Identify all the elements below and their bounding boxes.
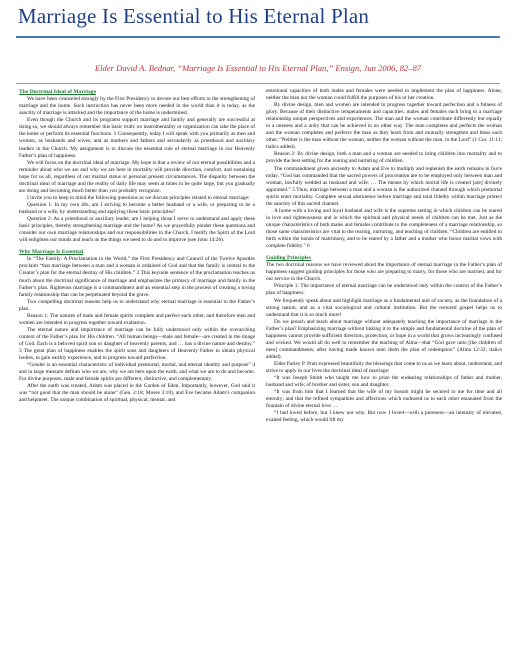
paragraph: The commandment given anciently to Adam and Eve to multiply and replenish the earth remains in force today. “God has commanded that the sacred powers of procreation are to be employed only between man and woman, lawfully wedded as husband and wife. … The means by which mortal life is created [are] divinely appointed.” 5 Thus, marriage between a man and a woman is the authorized channel through which premortal spirits enter mortality. Complete sexual abstinence before marriage and total fidelity within marriage protect the sanctity of this sacred channel. [266,165,502,207]
paragraph: “Gender is an essential characteristic of individual premortal, mortal, and eternal identity and purpose” 4 and in large measure defines who we are, why we are here upon the earth, and what we are to do and become. For divine purposes, male and female spirits are different, distinctive, and complementary. [19,362,255,383]
paragraph: “It was Joseph Smith who taught me how to prize the endearing relationships of father and mother, husband and wife; of brother and sister, son and daughter. [266,375,502,389]
section-heading-why-marriage: Why Marriage Is Essential [19,249,84,256]
section-heading-doctrinal-ideal: The Doctrinal Ideal of Marriage [19,89,97,95]
article-citation: Elder David A. Bednar, “Marriage Is Essential to His Eternal Plan,” Ensign, Jun 2006, 82–87 [94,63,422,73]
paragraph: Reason 2: By divine design, both a man and a woman are needed to bring children into mortality and to provide the best setting for the rearing and nurturing of children. [266,151,502,165]
paragraph: Principle 1: The importance of eternal marriage can be understood only within the context of the Father’s plan of happiness. [266,283,502,297]
paragraph: “It was from him that I learned that the wife of my bosom might be secured to me for time and all eternity; and that the refined sympathies and affections which endeared us to each other emanated from the fountain of divine eternal love. … [266,389,502,410]
paragraph: Question 2: As a priesthood or auxiliary leader, am I helping those I serve to understand and apply these basic principles, thereby strengthening marriage and the home? As we prayerfully ponder these questions and consider our own marriage relationships and our responsibilities in the Church, I testify the Spirit of the Lord will enlighten our minds and teach us the things we need to do and to improve (see John 14:26). [19,216,255,244]
left-column [19,88,255,664]
paragraph: Reason 1: The natures of male and female spirits complete and perfect each other, and therefore men and women are intended to progress together toward exaltation. [19,312,255,326]
paragraph: Even though the Church and its programs support marriage and family and generally are successful at doing so, we should always remember this basic truth: no instrumentality or organization can take the place of the home or perform its essential functions. 1 Consequently, today I will speak with you primarily as men and women, as husbands and wives, and as mothers and fathers and secondarily as priesthood and auxiliary leaders in the Church. My assignment is to discuss the essential role of eternal marriage in our Heavenly Father’s plan of happiness. [19,117,255,159]
paragraph: Elder Parley P. Pratt expressed beautifully the blessings that come to us as we learn about, understand, and strive to apply in our lives the doctrinal ideal of marriage: [266,360,502,374]
title-divider [16,36,500,38]
paragraph: The eternal nature and importance of marriage can be fully understood only within the overarching context of the Father’s plan for His children. “All human beings—male and female—are created in the image of God. Each is a beloved spirit son or daughter of heavenly parents, and … has a divine nature and destiny.” 3 The great plan of happiness enables the spirit sons and daughters of Heavenly Father to obtain physical bodies, to gain earthly experience, and to progress toward perfection. [19,326,255,362]
paragraph: After the earth was created, Adam was placed in the Garden of Eden. Importantly, however, God said it was “not good that the man should be alone” (Gen. 2:18; Moses 3:18), and Eve became Adam’s companion and helpmeet. The unique combination of spiritual, physical, mental, and [19,383,255,404]
paragraph: We will focus on the doctrinal ideal of marriage. My hope is that a review of our eternal possibilities and a reminder about who we are and why we are here in mortality will provide direction, comfort, and sustaining hope for us all, regardless of our marital status or personal present circumstances. The disparity between the doctrinal ideal of marriage and the reality of daily life may seem at times to be quite large, but you gradually are doing and becoming much better than you probably recognize. [19,159,255,194]
paragraph: “I had loved before, but I knew not why. But now I loved—with a pureness—an intensity of elevated, exalted feeling, which would lift my [266,410,502,424]
right-column [266,88,502,664]
paragraph: We frequently speak about and highlight marriage as a fundamental unit of society, as the foundation of a strong nation, and as a vital sociological and cultural institution. But the restored gospel helps us to understand that it is so much more! [266,297,502,318]
paragraph: Two compelling doctrinal reasons help us to understand why eternal marriage is essential to the Father’s plan. [19,298,255,312]
paragraph: The two doctrinal reasons we have reviewed about the importance of eternal marriage in the Father’s plan of happiness suggest guiding principles for those who are preparing to marry, for those who are married, and for our service in the Church. [266,262,502,283]
paragraph: Question 1: In my own life, am I striving to become a better husband or a wife, or preparing to be a husband or a wife, by understanding and applying these basic principles? [19,201,255,215]
paragraph: Do we preach and teach about marriage without adequately teaching the importance of marriage in the Father’s plan? Emphasizing marriage without linking it to the simple and fundamental doctrine of the plan of happiness cannot provide sufficient direction, protection, or hope in a world that grows increasingly confused and wicked. We would all do well to remember the teaching of Alma—that “God gave unto [the children of men] commandments, after having made known unto them the plan of redemption” (Alma 12:32; italics added). [266,318,502,360]
document-title: Marriage Is Essential to His Eternal Plan [18,4,370,28]
paragraph: We have been counseled strongly by the First Presidency to devote our best efforts to the strengthening of marriage and the home. Such instruction has never been more needed in the world than it is today, as the sanctity of marriage is attacked and the importance of the home is undermined. [19,96,255,117]
paragraph: By divine design, men and women are intended to progress together toward perfection and a fulness of glory. Because of their distinctive temperaments and capacities, males and females each bring to a marriage relationship unique perspectives and experiences. The man and the woman contribute differently but equally to a oneness and a unity that can be achieved in no other way. The man completes and perfects the woman and the woman completes and perfects the man as they learn from and mutually strengthen and bless each other. “Neither is the man without the woman, neither the woman without the man, in the Lord” (1 Cor. 11:11; italics added). [266,102,502,151]
section-heading-guiding-principles: Guiding Principles [266,255,311,262]
paragraph: I invite you to keep in mind the following questions as we discuss principles related to eternal marriage: [27,194,250,201]
paragraph: In “The Family: A Proclamation to the World,” the First Presidency and Council of the Twelve Apostles proclaim “that marriage between a man and a woman is ordained of God and that the family is central to the Creator’s plan for the eternal destiny of His children.” 2 This keynote sentence of the proclamation teaches us much about the doctrinal significance of marriage and emphasizes the primacy of marriage and family in the Father’s plan. Righteous marriage is a commandment and an essential step in the process of creating a loving family relationship that can be perpetuated beyond the grave. [19,256,255,298]
paragraph: A home with a loving and loyal husband and wife is the supreme setting in which children can be reared in love and righteousness and in which the spiritual and physical needs of children can be met. Just as the unique characteristics of both males and females contribute to the completeness of a marriage relationship, so those same characteristics are vital to the rearing, nurturing, and teaching of children. “Children are entitled to birth within the bonds of matrimony, and to be reared by a father and a mother who honor marital vows with complete fidelity.” 6 [266,207,502,250]
citation-divider [16,83,500,84]
paragraph: emotional capacities of both males and females were needed to implement the plan of happiness. Alone, neither the man nor the woman could fulfill the purposes of his or her creation. [266,88,502,102]
